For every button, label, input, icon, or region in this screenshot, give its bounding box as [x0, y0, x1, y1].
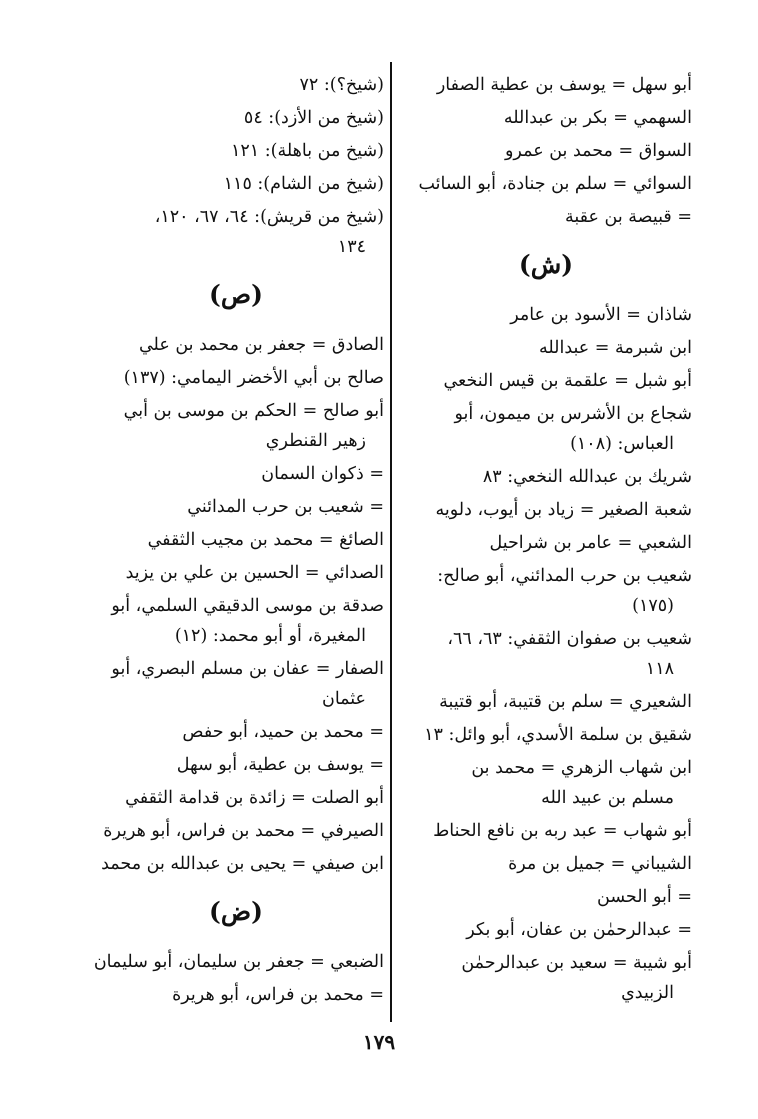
index-entry-text: الشيباني = جميل بن مرة	[508, 854, 692, 874]
index-entry-text: الصادق = جعفر بن محمد بن علي	[138, 335, 384, 355]
index-entry	[88, 363, 384, 393]
index-entry-text: = شعيب بن حرب المدائني	[187, 497, 384, 517]
index-entry-continuation: زهير القنطري	[265, 431, 366, 451]
section-heading-sad: (ص)	[209, 280, 263, 309]
index-entry-text: = يوسف بن عطية، أبو سهل	[176, 755, 384, 775]
index-entry	[88, 783, 384, 813]
index-entry-text: أبو الصلت = زائدة بن قدامة الثقفي	[125, 788, 384, 808]
index-entry	[400, 136, 692, 166]
index-entry-text: الضبعي = جعفر بن سليمان، أبو سليمان	[93, 952, 384, 972]
index-entry-text: أبو شيبة = سعيد بن عبدالرحمٰن	[461, 953, 692, 973]
index-entry-continuation: العباس: (١٠٨)	[570, 434, 674, 454]
page-number: ١٧٩	[362, 1030, 396, 1054]
index-entry-continuation: عثمان	[321, 689, 366, 709]
index-entry	[88, 70, 384, 100]
section-heading-shin: (ش)	[518, 250, 574, 279]
index-entry	[400, 816, 692, 846]
index-entry	[88, 136, 384, 166]
index-entry-text: (شيخ من باهلة): ١٢١	[231, 141, 384, 161]
index-entry	[88, 558, 384, 588]
index-entry	[400, 753, 692, 813]
index-entry	[88, 591, 384, 651]
index-entry	[400, 687, 692, 717]
index-entry-text: الصائغ = محمد بن مجيب الثقفي	[147, 530, 384, 550]
left-block-1	[88, 70, 384, 262]
index-entry	[400, 624, 692, 684]
index-entry-text: السواق = محمد بن عمرو	[504, 141, 692, 161]
index-entry	[400, 366, 692, 396]
index-entry-text: الشعيري = سلم بن قتيبة، أبو قتيبة	[439, 692, 692, 712]
index-entry-continuation: ١١٨	[645, 659, 674, 679]
index-entry-continuation: ١٣٤	[337, 237, 366, 257]
index-entry	[400, 103, 692, 133]
index-entry-text: الصدائي = الحسين بن علي بن يزيد	[125, 563, 384, 583]
index-entry-text: = قبيصة بن عقبة	[565, 207, 692, 227]
index-entry	[400, 70, 692, 100]
index-entry	[88, 396, 384, 456]
index-entry-continuation: (١٧٥)	[632, 596, 674, 616]
index-entry	[88, 717, 384, 747]
index-entry-text: السوائي = سلم بن جنادة، أبو السائب	[418, 174, 692, 194]
index-entry-continuation: المغيرة، أو أبو محمد: (١٢)	[174, 626, 366, 646]
index-entry-text: شقيق بن سلمة الأسدي، أبو وائل: ١٣	[424, 725, 692, 745]
index-entry	[400, 948, 692, 1008]
index-entry	[400, 561, 692, 621]
index-entry	[400, 399, 692, 459]
index-entry	[88, 202, 384, 262]
index-entry-text: صالح بن أبي الأخضر اليمامي: (١٣٧)	[123, 368, 384, 388]
index-entry	[88, 492, 384, 522]
index-entry-continuation: الزبيدي	[621, 983, 674, 1003]
index-entry	[88, 525, 384, 555]
index-entry	[88, 980, 384, 1010]
left-block-2	[88, 330, 384, 879]
index-entry	[400, 720, 692, 750]
right-block-2	[400, 300, 692, 1008]
index-entry-text: = ذكوان السمان	[261, 464, 384, 484]
right-column	[400, 70, 692, 1011]
index-entry	[88, 169, 384, 199]
index-entry-text: (شيخ من الأزد): ٥٤	[243, 108, 384, 128]
index-entry	[88, 459, 384, 489]
index-entry	[400, 849, 692, 879]
index-entry	[88, 816, 384, 846]
index-entry-text: السهمي = بكر بن عبدالله	[503, 108, 692, 128]
index-entry-text: شعبة الصغير = زياد بن أيوب، دلويه	[435, 500, 692, 520]
index-entry-text: الشعبي = عامر بن شراحيل	[489, 533, 692, 553]
right-block-1	[400, 70, 692, 232]
index-entry	[400, 495, 692, 525]
index-entry-text: ابن صيفي = يحيى بن عبدالله بن محمد	[101, 854, 384, 874]
index-entry-text: أبو شبل = علقمة بن قيس النخعي	[443, 371, 692, 391]
index-entry-text: ابن شهاب الزهري = محمد بن	[471, 758, 692, 778]
index-entry-text: أبو صالح = الحكم بن موسى بن أبي	[123, 401, 384, 421]
index-entry-text: = عبدالرحمٰن بن عفان، أبو بكر	[466, 920, 692, 940]
index-entry-text: شريك بن عبدالله النخعي: ٨٣	[482, 467, 692, 487]
index-entry-text: شعيب بن حرب المدائني، أبو صالح:	[437, 566, 692, 586]
index-entry-text: شعيب بن صفوان الثقفي: ٦٣، ٦٦،	[447, 629, 692, 649]
index-entry-text: شاذان = الأسود بن عامر	[510, 305, 692, 325]
index-entry-text: = محمد بن حميد، أبو حفص	[182, 722, 384, 742]
index-entry-text: الصفار = عفان بن مسلم البصري، أبو	[111, 659, 384, 679]
index-entry	[400, 528, 692, 558]
left-block-3	[88, 947, 384, 1010]
left-column	[88, 70, 384, 1013]
index-entry	[88, 103, 384, 133]
index-entry-continuation: مسلم بن عبيد الله	[541, 788, 674, 808]
index-entry	[88, 654, 384, 714]
index-entry	[400, 202, 692, 232]
section-heading-dad: (ض)	[209, 897, 263, 926]
index-entry-text: (شيخ من قريش): ٦٤، ٦٧، ١٢٠،	[154, 207, 384, 227]
index-entry-text: = محمد بن فراس، أبو هريرة	[172, 985, 384, 1005]
index-entry	[400, 333, 692, 363]
index-entry	[400, 882, 692, 912]
index-entry-text: (شيخ من الشام): ١١٥	[223, 174, 384, 194]
index-entry-text: أبو سهل = يوسف بن عطية الصفار	[436, 75, 692, 95]
index-entry	[400, 915, 692, 945]
index-entry-text: شجاع بن الأشرس بن ميمون، أبو	[454, 404, 692, 424]
index-entry-text: صدقة بن موسى الدقيقي السلمي، أبو	[111, 596, 384, 616]
index-entry	[88, 849, 384, 879]
index-entry	[400, 300, 692, 330]
index-entry-text: الصيرفي = محمد بن فراس، أبو هريرة	[103, 821, 384, 841]
index-entry	[400, 462, 692, 492]
index-entry-text: = أبو الحسن	[597, 887, 692, 907]
index-entry-text: ابن شبرمة = عبدالله	[538, 338, 692, 358]
index-entry	[88, 750, 384, 780]
column-divider	[390, 62, 392, 1022]
index-entry-text: (شيخ؟): ٧٢	[299, 75, 384, 95]
index-entry	[88, 947, 384, 977]
index-entry	[88, 330, 384, 360]
index-entry	[400, 169, 692, 199]
index-entry-text: أبو شهاب = عبد ربه بن نافع الحناط	[433, 821, 692, 841]
